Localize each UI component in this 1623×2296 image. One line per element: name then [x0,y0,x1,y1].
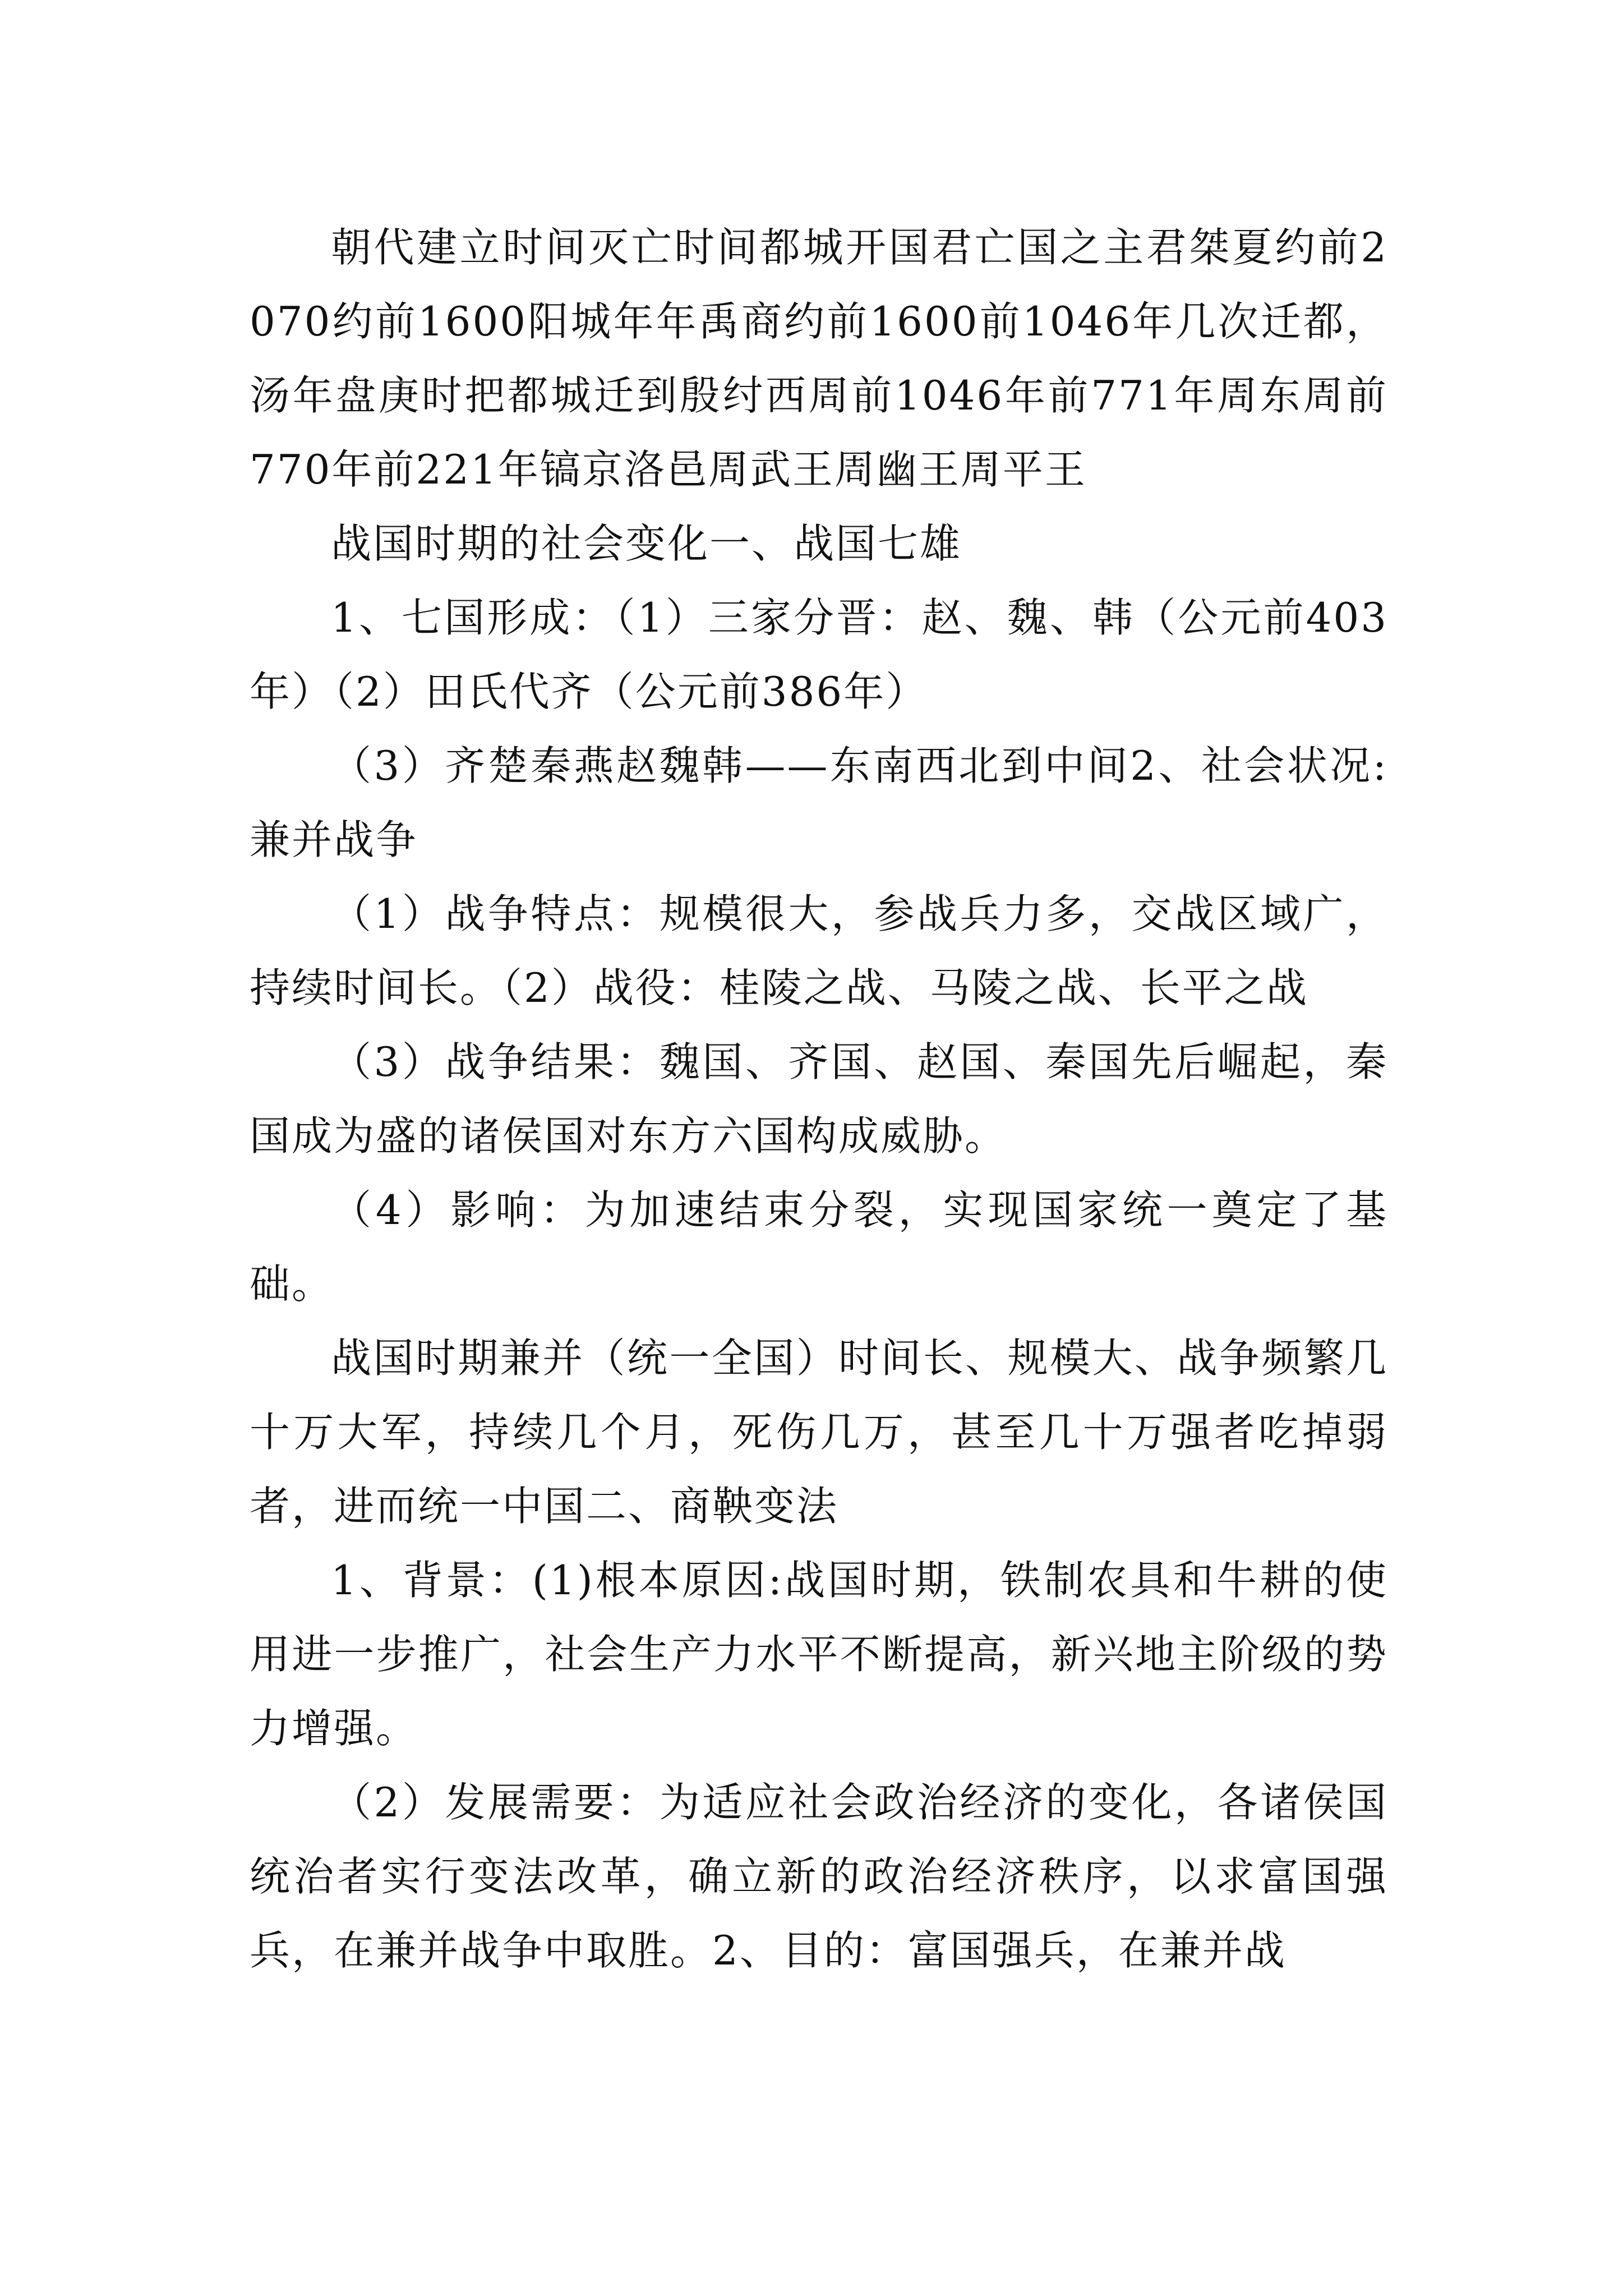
paragraph-annexation-summary: 战国时期兼并（统一全国）时间长、规模大、战争频繁几十万大军，持续几个月，死伤几万，甚至几十万强者吃掉弱者，进而统一中国二、商鞅变法 [250,1335,1388,1530]
document-body [250,210,1388,1987]
paragraph-seven-states-formation: 1、七国形成：（1）三家分晋：赵、魏、韩（公元前403年）（2）田氏代齐（公元前386年） [250,594,1388,715]
paragraph-reform-background: 1、背景：(1)根本原因:战国时期，铁制农具和牛耕的使用进一步推广，社会生产力水平不断提高，新兴地主阶级的势力增强。 [250,1557,1388,1752]
paragraph-dynasty-table: 朝代建立时间灭亡时间都城开国君亡国之主君桀夏约前2070约前1600阳城年年禹商约前1600前1046年几次迁都，汤年盘庚时把都城迁到殷纣西周前1046年前771年周东周前770年前221年镐京洛邑周武王周幽王周平王 [250,224,1388,493]
paragraph-war-impact: （4）影响：为加速结束分裂，实现国家统一奠定了基础。 [250,1186,1388,1308]
paragraph-war-features: （1）战争特点：规模很大，参战兵力多，交战区域广，持续时间长。（2）战役：桂陵之战、马陵之战、长平之战 [250,890,1388,1011]
paragraph-social-conditions: （3）齐楚秦燕赵魏韩——东南西北到中间2、社会状况:兼并战争 [250,742,1388,863]
paragraph-war-results: （3）战争结果：魏国、齐国、赵国、秦国先后崛起，秦国成为盛的诸侯国对东方六国构成威胁。 [250,1038,1388,1159]
paragraph-section-heading: 战国时期的社会变化一、战国七雄 [331,520,962,567]
paragraph-reform-needs: （2）发展需要：为适应社会政治经济的变化，各诸侯国统治者实行变法改革，确立新的政治经济秩序，以求富国强兵，在兼并战争中取胜。2、目的：富国强兵，在兼并战 [250,1779,1388,1974]
